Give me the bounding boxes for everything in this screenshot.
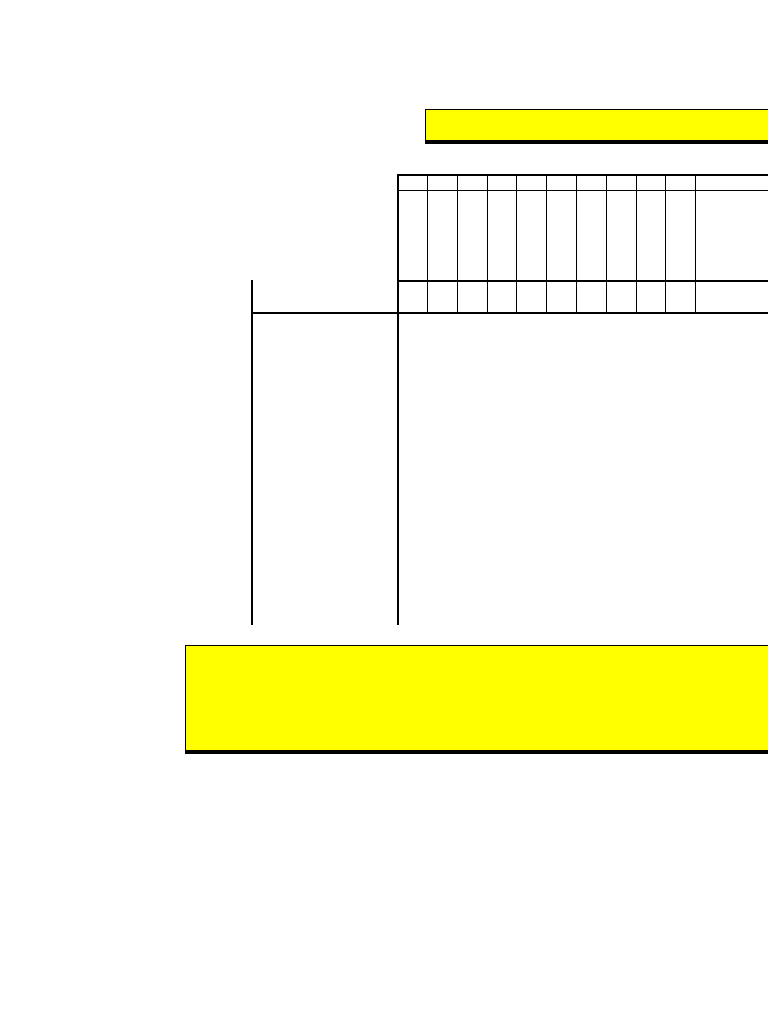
grid-line — [695, 174, 696, 312]
grid-line — [397, 174, 399, 625]
grid-line — [606, 174, 607, 312]
title-banner — [425, 109, 768, 141]
grid-line — [457, 174, 458, 312]
grid-line — [665, 174, 666, 312]
grid-line — [427, 174, 428, 312]
grid-line — [487, 174, 488, 312]
grid-line — [546, 174, 547, 312]
grid-line — [397, 190, 768, 191]
grid-line — [636, 174, 637, 312]
grid-line — [576, 174, 577, 312]
grid-line — [251, 280, 253, 625]
grid-line — [251, 312, 768, 314]
grid-line — [397, 174, 768, 176]
instructions-box — [185, 645, 768, 751]
grid-line — [516, 174, 517, 312]
grid-line — [397, 280, 768, 282]
